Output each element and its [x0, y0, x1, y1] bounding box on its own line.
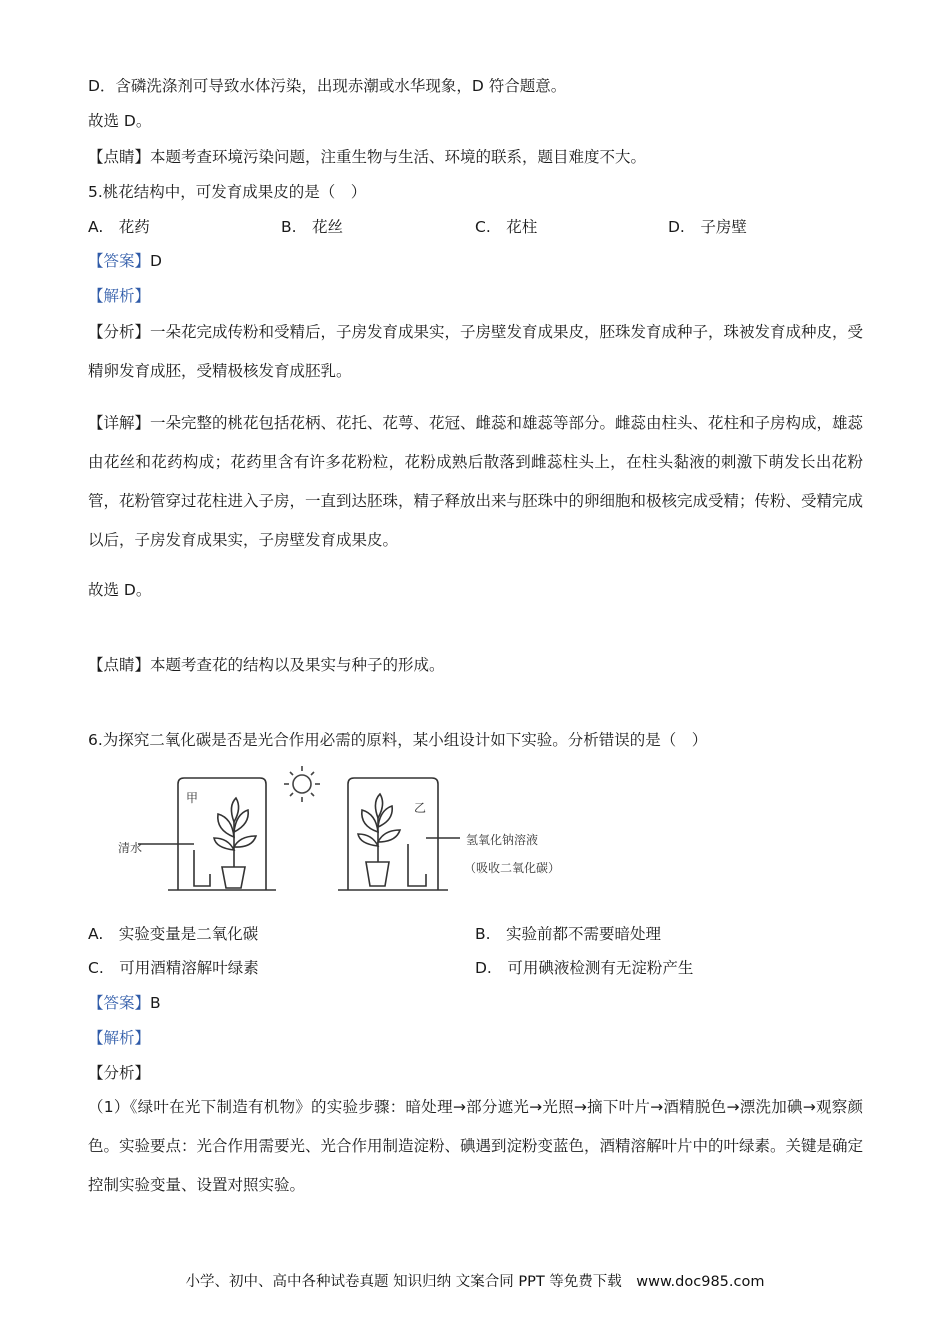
page-footer: 小学、初中、高中各种试卷真题 知识归纳 文案合同 PPT 等免费下载 www.doc985.com [185, 1274, 765, 1290]
answer-value: D [150, 252, 162, 270]
label-jia: 甲 [186, 791, 199, 805]
bell-jar-yi [338, 778, 460, 890]
answer-value: B [150, 994, 161, 1012]
question-5: 5.桃花结构中，可发育成果皮的是（ ） [88, 183, 367, 201]
label-solution: 氢氧化钠溶液 [466, 833, 539, 847]
q6-option-d: D. 可用碘液检测有无淀粉产生 [475, 959, 694, 977]
label-absorb: （吸收二氧化碳） [464, 861, 561, 875]
dianjing-1: 【点睛】本题考查环境污染问题，注重生物与生活、环境的联系，题目难度不大。 [88, 148, 647, 166]
sun-icon [284, 766, 320, 802]
q6-option-c: C. 可用酒精溶解叶绿素 [88, 959, 259, 977]
jiexi-5: 【解析】 [88, 287, 151, 305]
label-yi: 乙 [414, 801, 427, 815]
answer-6 [88, 993, 161, 1013]
fenxi-5: 【分析】一朵花完成传粉和受精后，子房发育成果实，子房壁发育成果皮，胚珠发育成种子，珠被发育成种皮，受精卵发育成胚，受精极核发育成胚乳。 [88, 323, 864, 380]
experiment-figure [110, 762, 610, 902]
question-6: 6.为探究二氧化碳是否是光合作用必需的原料，某小组设计如下实验。分析错误的是（ ） [88, 731, 708, 749]
label-water: 清水 [118, 841, 143, 855]
dianjing-2: 【点睛】本题考查花的结构以及果实与种子的形成。 [88, 656, 445, 674]
fenxi-6-body: （1）《绿叶在光下制造有机物》的实验步骤：暗处理→部分遮光→光照→摘下叶片→酒精脱色→漂洗加碘→观察颜色。实验要点：光合作用需要光、光合作用制造淀粉、碘遇到淀粉变蓝色，酒精溶解叶片中的叶绿素。关键是确定控制实验变量、设置对照实验。 [88, 1098, 864, 1194]
q5-option-a: A. 花药 [88, 218, 150, 236]
choose-d-1: 故选 D。 [88, 112, 152, 130]
q5-option-d: D. 子房壁 [668, 218, 747, 236]
answer-label: 【答案】 [88, 994, 151, 1012]
q6-option-b: B. 实验前都不需要暗处理 [475, 925, 662, 943]
xiangjie-5: 【详解】一朵完整的桃花包括花柄、花托、花萼、花冠、雌蕊和雄蕊等部分。雌蕊由柱头、花柱和子房构成，雄蕊由花丝和花药构成；花药里含有许多花粉粒，花粉成熟后散落到雌蕊柱头上，在柱头黏液的刺激下萌发长出花粉管，花粉管穿过花柱进入子房，一直到达胚珠，精子释放出来与胚珠中的卵细胞和极核完成受精；传粉、受精完成以后，子房发育成果实，子房壁发育成果皮。 [88, 414, 864, 549]
q5-option-c: C. 花柱 [475, 218, 538, 236]
bell-jar-jia [138, 778, 276, 890]
answer-label: 【答案】 [88, 252, 151, 270]
answer-5 [88, 251, 162, 271]
fenxi-6: 【分析】 [88, 1064, 151, 1082]
q6-option-a: A. 实验变量是二氧化碳 [88, 925, 259, 943]
q5-option-b: B. 花丝 [281, 218, 344, 236]
line-d-option: D．含磷洗涤剂可导致水体污染，出现赤潮或水华现象，D 符合题意。 [88, 77, 567, 95]
jiexi-6: 【解析】 [88, 1029, 151, 1047]
choose-d-2: 故选 D。 [88, 581, 152, 599]
